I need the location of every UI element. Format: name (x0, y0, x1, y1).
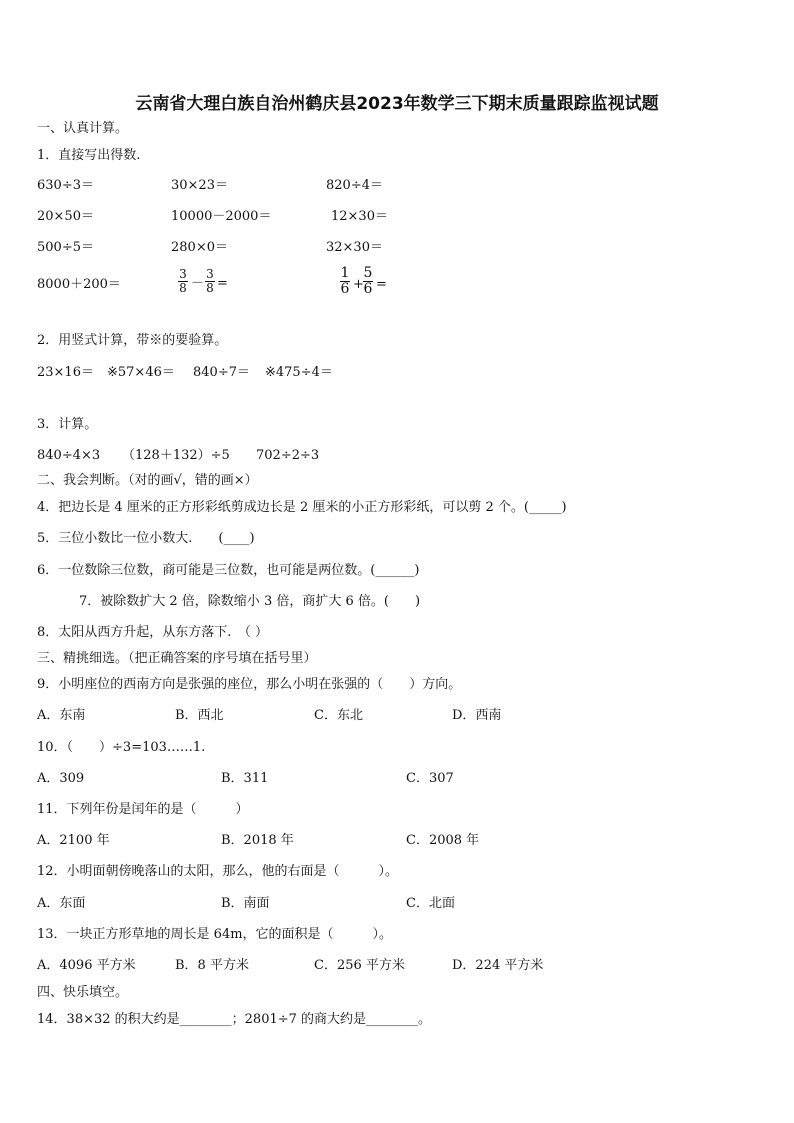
option: A．东面 (37, 896, 86, 911)
fraction-denominator: 6 (340, 281, 350, 297)
q2-item: 23×16＝ (37, 365, 94, 380)
q1-item: 280×0＝ (171, 240, 228, 255)
operator: + (353, 277, 364, 292)
option: A．4096 平方米 (37, 958, 136, 973)
option: C．北面 (406, 896, 455, 911)
question-4: 4．把边长是 4 厘米的正方形彩纸剪成边长是 2 厘米的小正方形彩纸，可以剪 2 个。(_____) (37, 500, 567, 515)
fraction-denominator: 8 (179, 281, 187, 295)
question-7: 7．被除数扩大 2 倍，除数缩小 3 倍，商扩大 6 倍。( ) (79, 594, 421, 609)
fraction-numerator: 5 (363, 265, 373, 281)
option: B．2018 年 (221, 833, 294, 848)
fraction-denominator: 6 (363, 281, 373, 297)
question-10: 10．（ ）÷3=103……1. (37, 740, 206, 755)
section-heading-4: 四、快乐填空。 (37, 985, 129, 1000)
q1-item: 820÷4＝ (326, 178, 383, 193)
option: B．南面 (221, 896, 270, 911)
q1-item: 10000－2000＝ (171, 209, 272, 224)
fraction (205, 268, 215, 295)
q1-item: 630÷3＝ (37, 178, 94, 193)
question-14: 14．38×32 的积大约是________；2801÷7 的商大约是________。 (37, 1012, 432, 1027)
equals-sign: = (376, 277, 387, 292)
q1-item: 500÷5＝ (37, 240, 94, 255)
q3-item: 840÷4×3 (37, 448, 101, 463)
fraction-numerator: 3 (179, 267, 187, 281)
fraction (363, 266, 373, 297)
page-title: 云南省大理白族自治州鹤庆县2023年数学三下期末质量跟踪监视试题 (135, 94, 659, 114)
section-heading-1: 一、认真计算。 (37, 121, 129, 136)
fraction-numerator: 1 (340, 265, 350, 281)
q1-item: 8000＋200＝ (37, 277, 121, 292)
option: C．256 平方米 (314, 958, 405, 973)
fraction (340, 266, 350, 297)
option: D．西南 (452, 708, 502, 723)
question-9: 9．小明座位的西南方向是张强的座位，那么小明在张强的（ ）方向。 (37, 677, 462, 692)
fraction (178, 268, 188, 295)
equals-sign: = (217, 276, 228, 291)
option: C．2008 年 (406, 833, 480, 848)
option: B．西北 (175, 708, 224, 723)
q2-item: ※57×46＝ (107, 365, 175, 380)
question-8: 8．太阳从西方升起，从东方落下. （ ） (37, 625, 269, 640)
fraction-denominator: 8 (206, 281, 214, 295)
section-heading-3: 三、精挑细选。（把正确答案的序号填在括号里） (37, 651, 317, 666)
q1-item: 12×30＝ (331, 209, 388, 224)
question-6: 6．一位数除三位数，商可能是三位数，也可能是两位数。(______) (37, 563, 420, 578)
fraction-numerator: 3 (206, 267, 214, 281)
question-12: 12．小明面朝傍晚落山的太阳，那么，他的右面是（ ）。 (37, 864, 399, 879)
question-1-title: 1．直接写出得数. (37, 148, 141, 163)
q3-item: 702÷2÷3 (256, 448, 320, 463)
question-11: 11．下列年份是闰年的是（ ） (37, 802, 249, 817)
q1-item: 32×30＝ (326, 240, 383, 255)
option: A．2100 年 (37, 833, 110, 848)
option: D．224 平方米 (452, 958, 544, 973)
question-13: 13．一块正方形草地的周长是 64m，它的面积是（ ）。 (37, 927, 393, 942)
option: A．309 (37, 771, 85, 786)
option: B．8 平方米 (175, 958, 249, 973)
operator: － (191, 276, 205, 291)
q1-item: 30×23＝ (171, 178, 228, 193)
q3-item: （128＋132）÷5 (122, 448, 230, 463)
option: A．东南 (37, 708, 86, 723)
question-2-title: 2．用竖式计算，带※的要验算。 (37, 333, 228, 348)
section-heading-2: 二、我会判断。（对的画√，错的画×） (37, 473, 258, 488)
question-5: 5．三位小数比一位小数大. (____) (37, 531, 255, 546)
option: C．东北 (314, 708, 363, 723)
q2-item: ※475÷4＝ (265, 365, 333, 380)
option: B．311 (221, 771, 269, 786)
q2-item: 840÷7＝ (193, 365, 250, 380)
q1-item: 20×50＝ (37, 209, 94, 224)
question-3-title: 3．计算。 (37, 417, 98, 432)
option: C．307 (406, 771, 454, 786)
